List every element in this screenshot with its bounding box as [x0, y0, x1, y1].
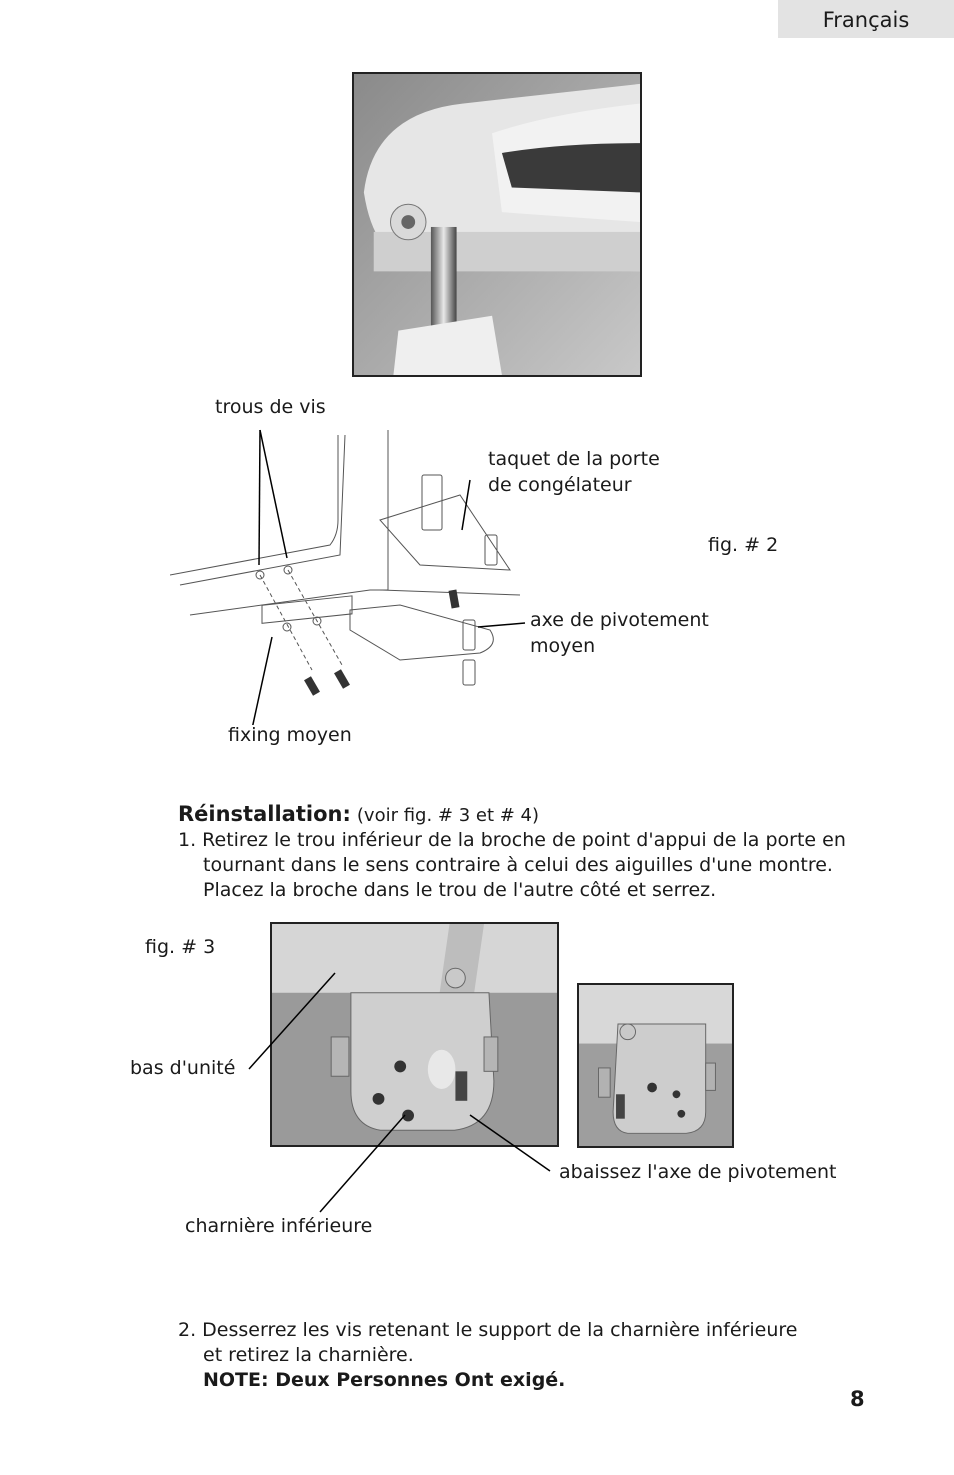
- step1-line1: 1. Retirez le trou inférieur de la broche de point d'appui de la porte en: [178, 829, 846, 851]
- lower-pivot-label: abaissez l'axe de pivotement: [559, 1161, 837, 1183]
- unit-bottom-label: bas d'unité: [130, 1057, 236, 1079]
- middle-fixing-label: fixing moyen: [228, 724, 352, 746]
- step2-line1: 2. Desserrez les vis retenant le support de la charnière inférieure: [178, 1319, 798, 1341]
- language-tab: Français: [778, 0, 954, 38]
- step2-note: NOTE: Deux Personnes Ont exigé.: [203, 1369, 566, 1391]
- page-number: 8: [850, 1387, 865, 1411]
- freezer-door-stop-label-line1: taquet de la porte: [488, 448, 660, 470]
- screw-holes-label: trous de vis: [215, 396, 326, 418]
- step1-line3: Placez la broche dans le trou de l'autre côté et serrez.: [203, 879, 717, 901]
- fig2-number: fig. # 2: [708, 534, 779, 556]
- middle-pivot-label-line2: moyen: [530, 635, 596, 657]
- middle-pivot-label-line1: axe de pivotement: [530, 609, 709, 631]
- reinstallation-heading: Réinstallation:: [178, 802, 351, 826]
- freezer-door-stop-label-line2: de congélateur: [488, 474, 632, 496]
- step1-line2: tournant dans le sens contraire à celui des aiguilles d'une montre.: [203, 854, 833, 876]
- fig3-number: fig. # 3: [145, 936, 216, 958]
- step2-line2: et retirez la charnière.: [203, 1344, 414, 1366]
- reinstallation-heading-note: (voir fig. # 3 et # 4): [356, 805, 540, 826]
- step2-section: [178, 1318, 797, 1393]
- lower-hinge-label: charnière inférieure: [185, 1215, 373, 1237]
